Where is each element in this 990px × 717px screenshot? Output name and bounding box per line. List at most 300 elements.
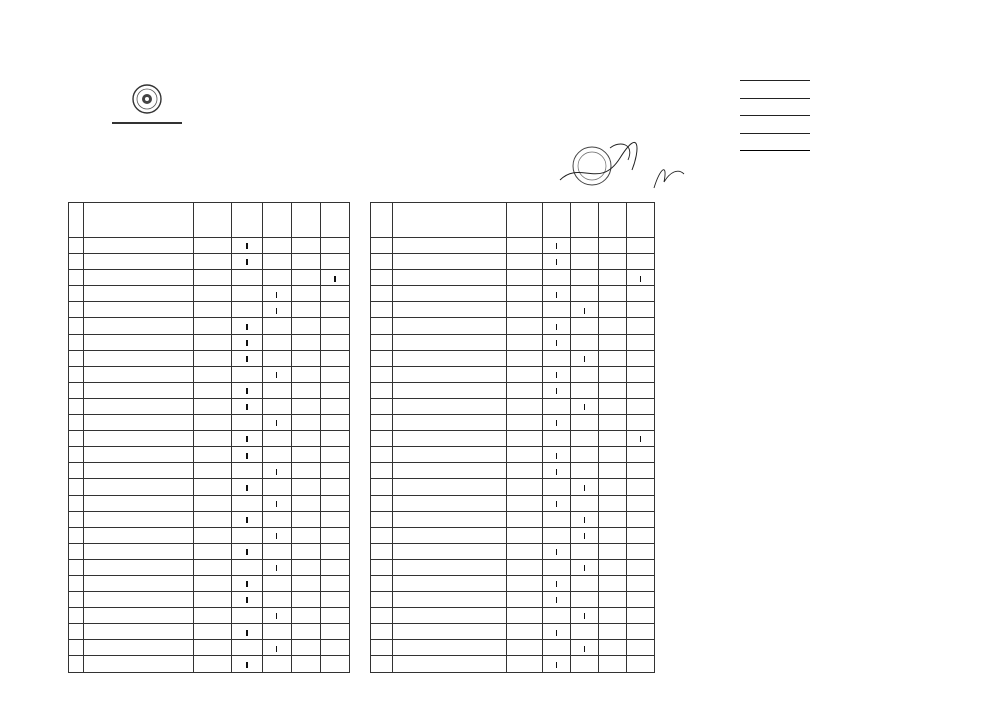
vote-tick-mark — [584, 308, 586, 314]
vote-cell — [262, 479, 291, 495]
vote-tick-mark — [584, 646, 586, 652]
deputy-name — [393, 398, 507, 414]
deputy-party — [507, 463, 543, 479]
vote-cell — [291, 254, 320, 270]
computo-underline — [740, 80, 810, 81]
vote-cell — [543, 543, 571, 559]
row-number — [69, 334, 84, 350]
header-name — [393, 203, 507, 238]
vote-cell — [543, 366, 571, 382]
deputy-party — [507, 559, 543, 575]
vote-cell — [599, 302, 627, 318]
deputy-party — [507, 318, 543, 334]
vote-tick-mark — [246, 453, 248, 459]
row-number — [371, 270, 393, 286]
row-number — [69, 656, 84, 672]
vote-cell — [543, 559, 571, 575]
vote-cell — [543, 431, 571, 447]
deputy-party — [193, 431, 232, 447]
deputy-name — [393, 656, 507, 672]
row-number — [69, 463, 84, 479]
vote-cell — [320, 559, 349, 575]
table-row — [69, 382, 350, 398]
vote-cell — [571, 575, 599, 591]
vote-cell — [599, 624, 627, 640]
row-number — [69, 608, 84, 624]
row-number — [371, 447, 393, 463]
vote-cell — [232, 592, 262, 608]
deputy-name — [393, 559, 507, 575]
row-number — [371, 479, 393, 495]
vote-cell — [291, 431, 320, 447]
vote-cell — [599, 398, 627, 414]
vote-cell — [543, 656, 571, 672]
vote-cell — [543, 463, 571, 479]
vote-cell — [232, 624, 262, 640]
vote-cell — [543, 592, 571, 608]
vote-cell — [599, 382, 627, 398]
vote-cell — [627, 575, 655, 591]
deputy-party — [193, 350, 232, 366]
table-row — [69, 511, 350, 527]
deputy-party — [507, 575, 543, 591]
row-number — [371, 398, 393, 414]
vote-cell — [627, 463, 655, 479]
row-number — [69, 559, 84, 575]
vote-cell — [291, 398, 320, 414]
vote-cell — [543, 286, 571, 302]
deputy-name — [393, 334, 507, 350]
computo-row — [654, 136, 864, 154]
vote-tick-mark — [246, 549, 248, 555]
deputy-party — [507, 286, 543, 302]
table-row — [371, 366, 655, 382]
deputy-name — [83, 559, 193, 575]
vote-cell — [262, 640, 291, 656]
vote-cell — [599, 559, 627, 575]
deputy-name — [83, 624, 193, 640]
deputy-party — [193, 495, 232, 511]
table-row — [371, 350, 655, 366]
vote-cell — [599, 334, 627, 350]
deputy-name — [393, 527, 507, 543]
row-number — [371, 318, 393, 334]
congress-logo — [112, 82, 182, 146]
vote-cell — [262, 254, 291, 270]
row-number — [69, 398, 84, 414]
vote-cell — [571, 334, 599, 350]
vote-cell — [627, 334, 655, 350]
vote-cell — [543, 270, 571, 286]
row-number — [69, 592, 84, 608]
vote-cell — [627, 656, 655, 672]
table-row — [371, 334, 655, 350]
vote-cell — [232, 302, 262, 318]
vote-tick-mark — [584, 356, 586, 362]
vote-cell — [627, 559, 655, 575]
deputy-party — [507, 350, 543, 366]
deputy-name — [83, 254, 193, 270]
vote-cell — [571, 543, 599, 559]
deputy-name — [83, 318, 193, 334]
vote-cell — [627, 302, 655, 318]
vote-cell — [571, 254, 599, 270]
vote-cell — [320, 415, 349, 431]
vote-tick-mark — [246, 517, 248, 523]
vote-cell — [599, 366, 627, 382]
table-row — [371, 415, 655, 431]
vote-tick-mark — [584, 565, 586, 571]
row-number — [69, 366, 84, 382]
vote-cell — [627, 366, 655, 382]
vote-cell — [262, 447, 291, 463]
vote-cell — [291, 640, 320, 656]
vote-cell — [627, 624, 655, 640]
table-header-row — [371, 203, 655, 238]
row-number — [69, 254, 84, 270]
table-row — [69, 415, 350, 431]
vote-cell — [543, 495, 571, 511]
vote-cell — [320, 382, 349, 398]
vote-cell — [232, 656, 262, 672]
computo-row — [654, 119, 864, 137]
vote-cell — [627, 254, 655, 270]
vote-cell — [320, 479, 349, 495]
vote-cell — [599, 511, 627, 527]
deputy-party — [507, 624, 543, 640]
vote-tick-mark — [276, 308, 278, 314]
header-number — [69, 203, 84, 238]
deputy-name — [83, 382, 193, 398]
vote-cell — [320, 254, 349, 270]
table-row — [69, 334, 350, 350]
deputy-name — [393, 511, 507, 527]
vote-tick-mark — [640, 276, 642, 282]
vote-cell — [232, 511, 262, 527]
vote-tick-mark — [276, 533, 278, 539]
table-row — [69, 431, 350, 447]
deputy-party — [507, 254, 543, 270]
deputy-name — [83, 398, 193, 414]
vote-cell — [571, 527, 599, 543]
computo-row — [654, 101, 864, 119]
header-vote-col — [599, 203, 627, 238]
table-row — [69, 559, 350, 575]
vote-cell — [543, 447, 571, 463]
vote-cell — [627, 350, 655, 366]
vote-cell — [291, 463, 320, 479]
vote-table-1 — [68, 202, 350, 673]
computo-underline — [740, 98, 810, 99]
vote-cell — [599, 254, 627, 270]
deputy-name — [393, 543, 507, 559]
deputy-name — [393, 608, 507, 624]
vote-cell — [232, 447, 262, 463]
deputy-party — [193, 415, 232, 431]
vote-cell — [291, 382, 320, 398]
seal-icon — [112, 82, 182, 122]
vote-cell — [599, 270, 627, 286]
vote-cell — [571, 495, 599, 511]
computo-underline — [740, 150, 810, 151]
vote-table-2 — [370, 202, 655, 673]
row-number — [371, 334, 393, 350]
header-party — [507, 203, 543, 238]
vote-cell — [571, 447, 599, 463]
vote-cell — [262, 656, 291, 672]
vote-cell — [262, 415, 291, 431]
vote-cell — [291, 350, 320, 366]
table-row — [371, 656, 655, 672]
vote-cell — [262, 286, 291, 302]
computo-row — [654, 66, 864, 84]
header-vote-col — [262, 203, 291, 238]
deputy-name — [393, 431, 507, 447]
vote-cell — [262, 592, 291, 608]
vote-tick-mark — [556, 662, 558, 668]
vote-cell — [232, 366, 262, 382]
deputy-name — [83, 575, 193, 591]
table-row — [69, 543, 350, 559]
vote-cell — [262, 302, 291, 318]
deputy-name — [393, 350, 507, 366]
vote-cell — [320, 656, 349, 672]
table-row — [69, 447, 350, 463]
vote-cell — [571, 656, 599, 672]
table-row — [371, 624, 655, 640]
vote-tick-mark — [556, 292, 558, 298]
vote-cell — [320, 431, 349, 447]
table-row — [371, 608, 655, 624]
vote-tick-mark — [276, 501, 278, 507]
table-row — [69, 527, 350, 543]
row-number — [371, 366, 393, 382]
deputy-party — [193, 270, 232, 286]
vote-cell — [320, 447, 349, 463]
topic-text — [202, 120, 632, 132]
vote-cell — [262, 366, 291, 382]
deputy-name — [83, 527, 193, 543]
vote-cell — [262, 463, 291, 479]
table-row — [69, 479, 350, 495]
deputy-party — [507, 495, 543, 511]
row-number — [69, 447, 84, 463]
vote-cell — [543, 608, 571, 624]
vote-cell — [543, 318, 571, 334]
vote-cell — [320, 608, 349, 624]
vote-cell — [571, 415, 599, 431]
vote-cell — [320, 495, 349, 511]
table-row — [69, 302, 350, 318]
vote-cell — [262, 334, 291, 350]
deputy-party — [193, 238, 232, 254]
table-row — [371, 398, 655, 414]
vote-tick-mark — [246, 356, 248, 362]
vote-tick-mark — [276, 565, 278, 571]
vote-cell — [599, 656, 627, 672]
row-number — [371, 624, 393, 640]
vote-cell — [571, 479, 599, 495]
vote-tick-mark — [556, 630, 558, 636]
vote-cell — [543, 640, 571, 656]
deputy-name — [83, 350, 193, 366]
vote-cell — [599, 527, 627, 543]
row-number — [69, 350, 84, 366]
row-number — [371, 382, 393, 398]
deputy-name — [393, 286, 507, 302]
vote-cell — [232, 286, 262, 302]
row-number — [69, 511, 84, 527]
vote-tick-mark — [246, 243, 248, 249]
deputy-party — [507, 479, 543, 495]
table-row — [69, 270, 350, 286]
vote-cell — [262, 575, 291, 591]
row-number — [371, 463, 393, 479]
vote-cell — [571, 463, 599, 479]
table-row — [371, 238, 655, 254]
row-number — [371, 575, 393, 591]
vote-cell — [232, 382, 262, 398]
vote-cell — [291, 366, 320, 382]
vote-cell — [232, 350, 262, 366]
deputy-party — [507, 527, 543, 543]
vote-cell — [571, 559, 599, 575]
vote-cell — [543, 479, 571, 495]
row-number — [371, 495, 393, 511]
deputy-party — [193, 559, 232, 575]
row-number — [69, 415, 84, 431]
row-number — [69, 479, 84, 495]
vote-cell — [262, 495, 291, 511]
vote-tick-mark — [246, 581, 248, 587]
vote-tick-mark — [276, 420, 278, 426]
vote-cell — [320, 366, 349, 382]
vote-cell — [232, 398, 262, 414]
vote-cell — [320, 527, 349, 543]
vote-cell — [627, 479, 655, 495]
row-number — [371, 350, 393, 366]
vote-tick-mark — [246, 259, 248, 265]
deputy-name — [83, 238, 193, 254]
table-row — [371, 479, 655, 495]
vote-tick-mark — [276, 646, 278, 652]
vote-cell — [627, 447, 655, 463]
row-number — [371, 254, 393, 270]
vote-cell — [627, 415, 655, 431]
vote-cell — [320, 398, 349, 414]
vote-tick-mark — [246, 388, 248, 394]
deputy-name — [393, 575, 507, 591]
row-number — [371, 511, 393, 527]
header-party — [193, 203, 232, 238]
vote-cell — [543, 302, 571, 318]
vote-tick-mark — [556, 597, 558, 603]
vote-tick-mark — [584, 517, 586, 523]
row-number — [371, 608, 393, 624]
vote-cell — [262, 559, 291, 575]
table-row — [69, 350, 350, 366]
vote-cell — [232, 238, 262, 254]
deputy-party — [193, 254, 232, 270]
logo-line2 — [112, 122, 182, 124]
table-row — [371, 286, 655, 302]
deputy-party — [507, 447, 543, 463]
vote-cell — [291, 527, 320, 543]
vote-cell — [320, 238, 349, 254]
table-row — [371, 447, 655, 463]
vote-cell — [320, 318, 349, 334]
vote-tick-mark — [246, 404, 248, 410]
vote-cell — [627, 543, 655, 559]
deputy-name — [393, 382, 507, 398]
vote-tick-mark — [556, 453, 558, 459]
table-row — [69, 495, 350, 511]
vote-cell — [291, 334, 320, 350]
table-header-row — [69, 203, 350, 238]
deputy-party — [193, 543, 232, 559]
vote-cell — [320, 511, 349, 527]
vote-cell — [543, 415, 571, 431]
row-number — [69, 431, 84, 447]
vote-tick-mark — [556, 372, 558, 378]
deputy-party — [193, 286, 232, 302]
vote-cell — [627, 382, 655, 398]
vote-tick-mark — [246, 436, 248, 442]
vote-cell — [232, 527, 262, 543]
vote-cell — [320, 286, 349, 302]
vote-cell — [599, 592, 627, 608]
deputy-party — [193, 608, 232, 624]
vote-cell — [571, 318, 599, 334]
deputy-party — [507, 608, 543, 624]
deputy-name — [83, 366, 193, 382]
vote-cell — [599, 238, 627, 254]
row-number — [69, 624, 84, 640]
computo-underline — [740, 133, 810, 134]
deputy-name — [393, 463, 507, 479]
table-row — [371, 592, 655, 608]
vote-cell — [627, 286, 655, 302]
deputy-name — [83, 447, 193, 463]
deputy-party — [507, 511, 543, 527]
deputy-name — [83, 334, 193, 350]
deputy-party — [507, 382, 543, 398]
vote-tick-mark — [556, 420, 558, 426]
vote-cell — [571, 238, 599, 254]
vote-cell — [543, 382, 571, 398]
row-number — [69, 640, 84, 656]
vote-tick-mark — [276, 469, 278, 475]
table-row — [371, 318, 655, 334]
vote-cell — [627, 495, 655, 511]
vote-cell — [232, 543, 262, 559]
vote-tick-mark — [556, 324, 558, 330]
header-vote-col — [543, 203, 571, 238]
deputy-name — [393, 495, 507, 511]
vote-cell — [320, 592, 349, 608]
table-row — [69, 624, 350, 640]
vote-cell — [627, 608, 655, 624]
row-number — [371, 640, 393, 656]
table-row — [69, 398, 350, 414]
deputy-party — [193, 527, 232, 543]
vote-tick-mark — [556, 388, 558, 394]
vote-tick-mark — [584, 533, 586, 539]
deputy-party — [507, 592, 543, 608]
vote-cell — [291, 270, 320, 286]
table-row — [371, 431, 655, 447]
table-row — [69, 286, 350, 302]
